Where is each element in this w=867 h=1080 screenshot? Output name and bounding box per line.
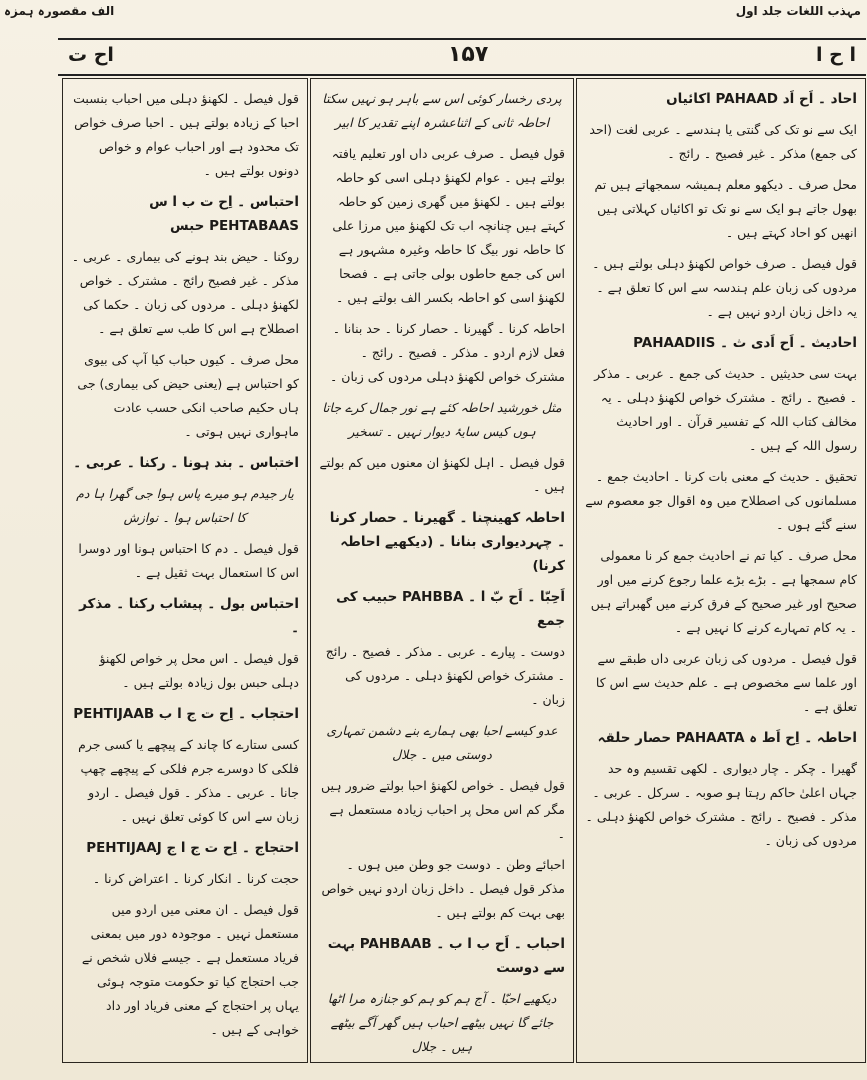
definition-text: محل صرف ۔ دیکھو معلم ہمیشہ سمجھاتے ہیں تم بھول جاتے ہو ایک سے نو تک تو اکائیاں کہلاتی ہیں انھیں کو احاد کہتے ہیں ۔ (594, 177, 857, 240)
verse-quote: مثل خورشید احاطہ کئے ہے نور جمال کرے جاتا ہوں کیس سایۂ دیوار نہیں ۔ تسخیر (322, 400, 562, 439)
definition-text: حجت کرنا ۔ انکار کرنا ۔ اعتراض کرنا ۔ (92, 871, 299, 886)
definition-text: احاطہ کرنا ۔ گھیرنا ۔ حصار کرنا ۔ حد بنانا ۔ فعل لازم اردو ۔ مذکر ۔ فصیح ۔ رائج ۔ مشترک خواص لکھنؤ دہلی مردوں کی زبان ۔ (329, 321, 565, 384)
headword-entry: احتجاج ۔ اِح ت ج ا ج PEHTIJAAJ (86, 840, 299, 856)
headword-entry: احتجاب ۔ اِح ت ج ا ب PEHTIJAAB (73, 706, 299, 722)
section-note: الف مقصورہ ہمزہ (4, 4, 115, 18)
headword-entry: احاد ۔ اَح اَد PAHAAD اکائیاں (666, 91, 857, 107)
headword-entry: احباب ۔ اَح ب ا ب ۔ PAHBAAB بہت سے دوست (327, 936, 565, 976)
definition-text: قول فیصل ۔ خواص لکھنؤ احبا بولتے ضرور ہیں مگر کم اس محل پر احباب زیادہ مستعمل ہے ۔ (321, 778, 565, 841)
headword-entry: احاطہ کھینچنا ۔ گھیرنا ۔ حصار کرنا ۔ چہردیواری بنانا ۔ (دیکھیے احاطہ کرنا) (329, 510, 565, 574)
right-running-head: ا ح ا (816, 44, 856, 66)
definition-text: قول فیصل ۔ اہل لکھنؤ ان معنوں میں کم بولتے ہیں ۔ (319, 455, 565, 494)
definition-text: قول فیصل ۔ ان معنی میں اردو میں مستعمل نہیں ۔ موجودہ دور میں بمعنی فریاد مستعمل ہے ۔ جیسے فلاں شخص نے جب احتجاج کیا تو حکومت متوجہ ہوئی یہاں پر احتجاج کے معنی فریاد اور داد خواہی کے ہیں ۔ (81, 902, 299, 1037)
verse-quote: عدو کیسے احبا بھی ہمارے بنے دشمن تمہاری دوستی میں ۔ جلال (326, 723, 558, 762)
headword-entry: اختباس ۔ بند ہونا ۔ رکنا ۔ عربی ۔ (73, 455, 299, 471)
page-header-bar (58, 38, 866, 76)
verse-quote: پردی رخسار کوئی اس سے باہر ہو نہیں سکتا احاطہ ثانی کے اثناعشرہ اپنے تقدیر کا ابیر (322, 91, 562, 130)
verse-quote: دیکھیے احبّا ۔ آج ہم کو ہم کو جنازہ مرا اٹھا جائے گا نہیں بیٹھے احباب ہیں گھر آگے بیٹھے ہیں ۔ جلال (327, 991, 557, 1054)
headword-entry: احتباس بول ۔ پیشاب رکنا ۔ مذکر ۔ (79, 596, 299, 636)
definition-text: قول فیصل ۔ لکھنؤ دہلی میں احباب بنسبت احبا کے زیادہ بولتے ہیں ۔ احبا صرف خواص تک محدود ہے اور احباب عوام و خواص دونوں بولتے ہیں ۔ (73, 91, 299, 178)
definition-text: محل صرف ۔ کیوں حباب کیا آپ کی بیوی کو احتباس ہے (یعنی حیض کی بیماری) جی ہاں حکیم صاحب انکی حسب عادت ماہواری نہیں ہوتی ۔ (77, 352, 299, 439)
verse-quote: یار جیدم ہو میرے پاس ہوا جی گھرا ہا دم کا احتباس ہوا ۔ نوازش (76, 486, 294, 525)
definition-text: گھیرا ۔ چکر ۔ چار دیواری ۔ لکھی تقسیم وہ حد جہاں اعلیٰ حاکم رہتا ہو صوبہ ۔ سرکل ۔ عربی ۔ مذکر ۔ فصیح ۔ رائج ۔ مشترک خواص لکھنؤ دہلی ۔ مردوں کی زبان ۔ (585, 761, 857, 848)
definition-text: قول فیصل ۔ اس محل پر خواص لکھنؤ دہلی حبس بول زیادہ بولتے ہیں ۔ (99, 651, 299, 690)
definition-text: قول فیصل ۔ صرف عربی داں اور تعلیم یافتہ بولتے ہیں ۔ عوام لکھنؤ دہلی اسی کو حاطہ بولتے ہیں ۔ لکھنؤ میں گھری زمین کو حاطہ کہتے ہیں چنانچہ اب تک لکھنؤ میں مرزا علی کا حاطہ نور بیگ کا حاطہ وغیرہ مشہور ہے اس کی جمع حاطوں بولی جاتی ہے ۔ فصحا لکھنؤ اسی کو احاطہ بکسر الف بولتے ہیں ۔ (331, 146, 565, 305)
book-title-note: مہذب اللغات جلد اول (735, 4, 861, 18)
definition-text: محل صرف ۔ کیا تم نے احادیث جمع کر نا معمولی کام سمجھا ہے ۔ بڑے بڑے علما رجوع کرنے میں اور صحیح اور غیر صحیح کے فرق کرنے میں گھبراتے ہیں ۔ یہ کام تمہارے کرنے کا نہیں ہے ۔ (590, 548, 857, 635)
headword-entry: اَحِبّا ۔ اَح بّ ا ۔ PAHBBA حبیب کی جمع (336, 589, 565, 629)
definition-text: احبائے وطن ۔ دوست جو وطن میں ہوں ۔ مذکر قول فیصل ۔ داخل زبان اردو نہیں خواص بھی بہت کم بولتے ہیں ۔ (321, 857, 565, 920)
definition-text: دوست ۔ پیارے ۔ عربی ۔ مذکر ۔ فصیح ۔ رائج ۔ مشترک خواص لکھنؤ دہلی ۔ مردوں کی زبان ۔ (325, 644, 565, 707)
definition-text: بہت سی حدیثیں ۔ حدیث کی جمع ۔ عربی ۔ مذکر ۔ فصیح ۔ رائج ۔ مشترک خواص لکھنؤ دہلی ۔ یہ مخالف کتاب اللہ کے تفسیر قرآن ۔ اور احادیث رسول اللہ کے ہیں ۔ (594, 366, 857, 453)
definition-text: روکنا ۔ حیض بند ہونے کی بیماری ۔ عربی ۔ مذکر ۔ غیر فصیح رائج ۔ مشترک ۔ خواص لکھنؤ دہلی ۔ مردوں کی زبان ۔ حکما کی اصطلاح ہے اس کا طب سے تعلق ہے ۔ (71, 249, 299, 336)
definition-text: قول فیصل ۔ دم کا احتباس ہونا اور دوسرا اس کا استعمال بہت ثقیل ہے ۔ (78, 541, 299, 580)
right-column (576, 78, 866, 1063)
page-number: ۱۵۷ (448, 42, 489, 67)
definition-text: قول فیصل ۔ صرف خواص لکھنؤ دہلی بولتے ہیں ۔ مردوں کی زبان علم ہندسہ سے اس کا تعلق ہے ۔ یہ داخل زبان اردو نہیں ہے ۔ (592, 256, 857, 319)
definition-text: ایک سے نو تک کی گنتی یا ہندسے ۔ عربی لغت (احد کی جمع) مذکر ۔ غیر فصیح ۔ رائج ۔ (589, 122, 857, 161)
left-running-head: اح ت (68, 44, 114, 66)
definition-text: قول فیصل ۔ مردوں کی زبان عربی داں طبقے سے اور علما سے مخصوص ہے ۔ علم حدیث سے اس کا تعلق ہے ۔ (595, 651, 857, 714)
headword-entry: احاطہ ۔ اِح اَط ہ PAHAATA حصار حلقہ (597, 730, 857, 746)
definition-text: کسی ستارے کا چاند کے پیچھے یا کسی جرم فلکی کا دوسرے جرم فلکی کے پیچھے چھپ جانا ۔ عربی ۔ مذکر ۔ قول فیصل ۔ اردو زبان سے اس کا کوئی تعلق نہیں ۔ (78, 737, 299, 824)
left-column (62, 78, 308, 1063)
headword-entry: احادیث ۔ اَح اَدی ث ۔ PAHAADIIS (633, 335, 857, 351)
middle-column (310, 78, 574, 1063)
headword-entry: احتباس ۔ اِح ت ب ا س PEHTABAAS حبس (149, 194, 299, 234)
definition-text: تحقیق ۔ حدیث کے معنی بات کرنا ۔ احادیث جمع ۔ مسلمانوں کی اصطلاح میں وہ اقوال جو معصوم سے سنے گئے ہوں ۔ (585, 469, 857, 532)
